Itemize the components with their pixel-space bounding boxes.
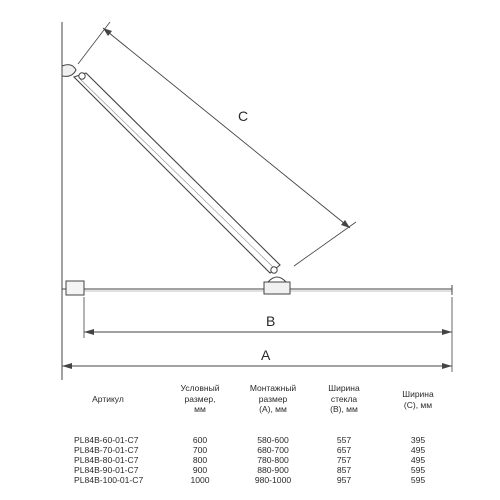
dim-b-arrow-right [442,329,452,335]
row-nominal: 600 [192,435,208,445]
row-nominal: 800 [192,455,208,465]
header-nominal-size: Условный размер, мм [180,383,220,414]
wall-profile [66,281,84,295]
header-article: Артикул [92,394,124,404]
row-article: PL84B-70-01-C7 [74,445,139,455]
row-mounting: 680-700 [257,445,289,455]
row-glass-b: 857 [336,465,352,475]
dim-b-label: B [266,313,276,329]
dim-a-arrow-right [442,363,452,369]
row-glass-c: 495 [410,445,426,455]
row-mounting: 780-800 [257,455,289,465]
table-row [0,475,500,485]
dim-a-arrow-left [62,363,72,369]
table-row [0,455,500,465]
table-row [0,465,500,475]
dim-c-ext-top [78,22,110,64]
row-article: PL84B-90-01-C7 [74,465,139,475]
table-row [0,435,500,445]
table-row [0,445,500,455]
row-nominal: 900 [192,465,208,475]
row-article: PL84B-60-01-C7 [74,435,139,445]
row-glass-c: 595 [410,465,426,475]
dim-c-arrow-top [103,28,112,36]
bottom-hinge-pin [271,267,277,273]
dim-c-ext-bottom [294,222,356,266]
row-mounting: 580-600 [257,435,289,445]
dim-b-arrow-left [84,329,94,335]
header-width-c: Ширина (С), мм [402,389,434,410]
dim-c-arrow-bottom [341,220,350,228]
bottom-connector-top [268,277,286,282]
row-glass-c: 595 [410,475,426,485]
header-glass-width-b: Ширина стекла (В), мм [328,383,360,414]
row-glass-b: 957 [336,475,352,485]
row-article: PL84B-80-01-C7 [74,455,139,465]
row-nominal: 700 [192,445,208,455]
row-mounting: 980-1000 [254,475,292,485]
row-mounting: 880-900 [257,465,289,475]
row-glass-b: 757 [336,455,352,465]
row-glass-c: 395 [410,435,426,445]
spec-table [0,380,500,500]
header-mounting-size: Монтажный размер (А), мм [249,383,297,414]
row-nominal: 1000 [190,475,210,485]
top-hinge [62,65,76,77]
row-glass-b: 657 [336,445,352,455]
dim-a-label: A [261,347,271,363]
row-article: PL84B-100-01-C7 [74,475,144,485]
bottom-connector [264,282,290,294]
dim-c-label: C [238,108,249,124]
row-glass-b: 557 [336,435,352,445]
top-hinge-pin [79,73,85,79]
row-glass-c: 495 [410,455,426,465]
